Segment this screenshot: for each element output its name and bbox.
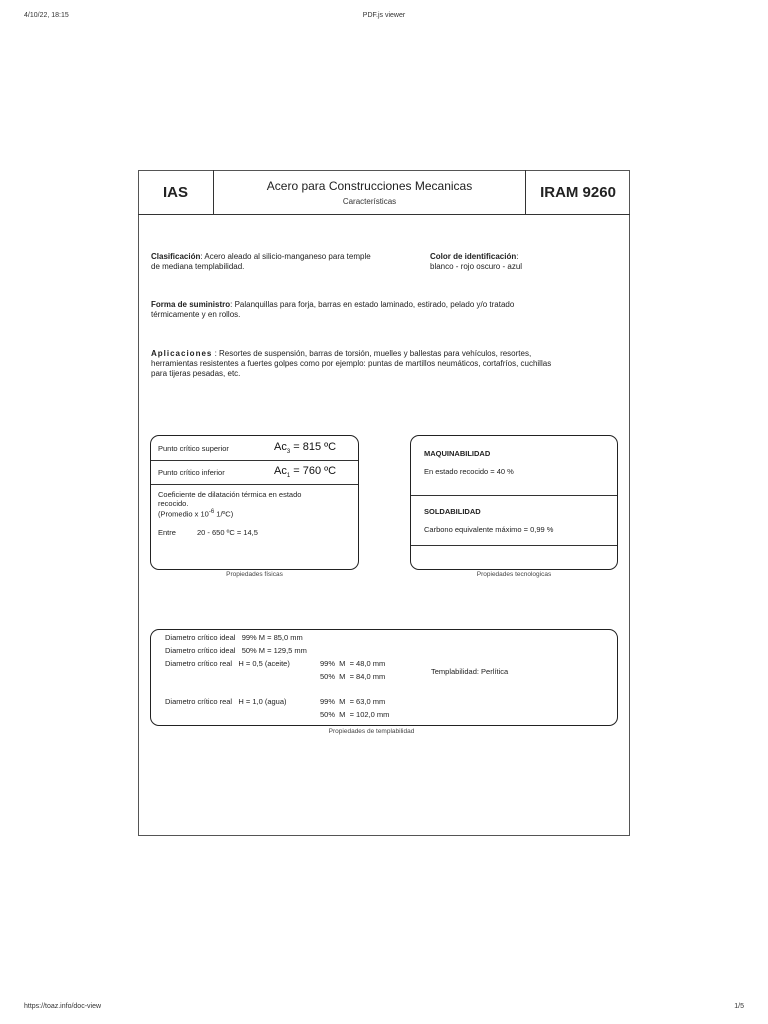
hardenability-box bbox=[150, 629, 618, 726]
ac-symbol: Ac bbox=[274, 441, 287, 453]
soldabilidad-title: SOLDABILIDAD bbox=[424, 507, 481, 516]
unit-text: 1/ºC) bbox=[214, 509, 234, 519]
physical-properties-caption: Propiedades físicas bbox=[226, 571, 283, 578]
ac1-value: = 760 ºC bbox=[290, 465, 337, 477]
soldabilidad-text: Carbono equivalente máximo = 0,99 % bbox=[424, 525, 554, 534]
coeficiente-line-1: Coeficiente de dilatación térmica en estado bbox=[158, 490, 302, 499]
aplicaciones-block bbox=[151, 349, 621, 379]
clasificacion-text-2: de mediana templabilidad. bbox=[151, 262, 245, 271]
print-datetime: 4/10/22, 18:15 bbox=[24, 12, 69, 19]
templabilidad-row-1: Diametro crítico ideal 99% M = 85,0 mm bbox=[165, 633, 303, 642]
print-title: PDF.js viewer bbox=[362, 12, 406, 19]
divider bbox=[411, 545, 617, 546]
technological-properties-caption: Propiedades tecnologicas bbox=[476, 571, 552, 578]
suministro-text-2: térmicamente y en rollos. bbox=[151, 310, 241, 319]
suministro-text-1: : Palanquillas para forja, barras en estado laminado, estirado, pelado y/o tratado bbox=[230, 300, 515, 309]
promedio-text: (Promedio x 10 bbox=[158, 509, 209, 519]
color-label: Color de identificación bbox=[430, 252, 517, 261]
title-bar bbox=[138, 170, 630, 215]
maquinabilidad-text: En estado recocido = 40 % bbox=[424, 467, 514, 476]
color-block bbox=[430, 252, 620, 272]
title-cell bbox=[214, 170, 526, 214]
clasificacion-block bbox=[151, 252, 421, 272]
suministro-block bbox=[151, 300, 621, 320]
color-value: blanco - rojo oscuro - azul bbox=[430, 262, 523, 271]
suministro-label: Forma de suministro bbox=[151, 300, 231, 309]
document-subtitle: Características bbox=[342, 197, 397, 206]
templabilidad-row-3-99: 99% M = 48,0 mm bbox=[320, 659, 386, 668]
templabilidad-row-3: Diametro crítico real H = 0,5 (aceite) bbox=[165, 659, 290, 668]
color-colon: : bbox=[516, 252, 519, 261]
templabilidad-row-3-50: 50% M = 84,0 mm bbox=[320, 672, 386, 681]
ac-symbol: Ac bbox=[274, 465, 287, 477]
maquinabilidad-title: MAQUINABILIDAD bbox=[424, 449, 491, 458]
coeficiente-line-3 bbox=[158, 508, 348, 519]
exponent: -6 bbox=[208, 509, 215, 515]
templabilidad-row-4-50: 50% M = 102,0 mm bbox=[320, 710, 390, 719]
page-number: 1/5 bbox=[734, 1003, 744, 1010]
punto-inferior-value bbox=[274, 465, 336, 479]
divider bbox=[151, 484, 358, 485]
iram-code: IRAM 9260 bbox=[540, 183, 616, 201]
print-url[interactable]: https://toaz.info/doc-view bbox=[24, 1003, 102, 1010]
aplicaciones-text-1: : Resortes de suspensión, barras de torsión, muelles y ballestas para vehículos, resortes, bbox=[212, 349, 532, 358]
ias-logo-text: IAS bbox=[138, 170, 214, 214]
templabilidad-row-4-99: 99% M = 63,0 mm bbox=[320, 697, 386, 706]
punto-superior-label: Punto crítico superior bbox=[158, 444, 229, 453]
punto-inferior-label: Punto crítico inferior bbox=[158, 468, 225, 477]
coeficiente-line-2: recocido. bbox=[158, 499, 189, 508]
physical-properties-box bbox=[150, 435, 359, 570]
hardenability-caption: Propiedades de templabilidad bbox=[328, 728, 415, 735]
coeficiente-block bbox=[158, 490, 348, 519]
ac3-value: = 815 ºC bbox=[290, 441, 337, 453]
document-title: Acero para Construcciones Mecanicas bbox=[266, 179, 473, 193]
technological-properties-box bbox=[410, 435, 618, 570]
aplicaciones-text-2: herramientas resistentes a fuertes golpes como por ejemplo: puntas de martillos neumáticos, cortafríos, cuchillas bbox=[151, 359, 552, 368]
entre-value: 20 - 650 ºC = 14,5 bbox=[197, 528, 258, 537]
aplicaciones-label: Aplicaciones bbox=[151, 349, 213, 358]
clasificacion-label: Clasificación bbox=[151, 252, 201, 261]
aplicaciones-text-3: para tijeras pesadas, etc. bbox=[151, 369, 241, 378]
entre-label: Entre bbox=[158, 528, 176, 537]
templabilidad-tipo: Templabilidad: Perlítica bbox=[431, 667, 509, 676]
divider bbox=[411, 495, 617, 496]
divider bbox=[151, 460, 358, 461]
templabilidad-row-2: Diametro crítico ideal 50% M = 129,5 mm bbox=[165, 646, 307, 655]
punto-superior-value bbox=[274, 441, 336, 455]
ac-subscript: 1 bbox=[286, 473, 291, 480]
templabilidad-row-4: Diametro crítico real H = 1,0 (agua) bbox=[165, 697, 287, 706]
clasificacion-text-1: : Acero aleado al silicio-manganeso para temple bbox=[200, 252, 371, 261]
ac-subscript: 3 bbox=[286, 449, 291, 456]
